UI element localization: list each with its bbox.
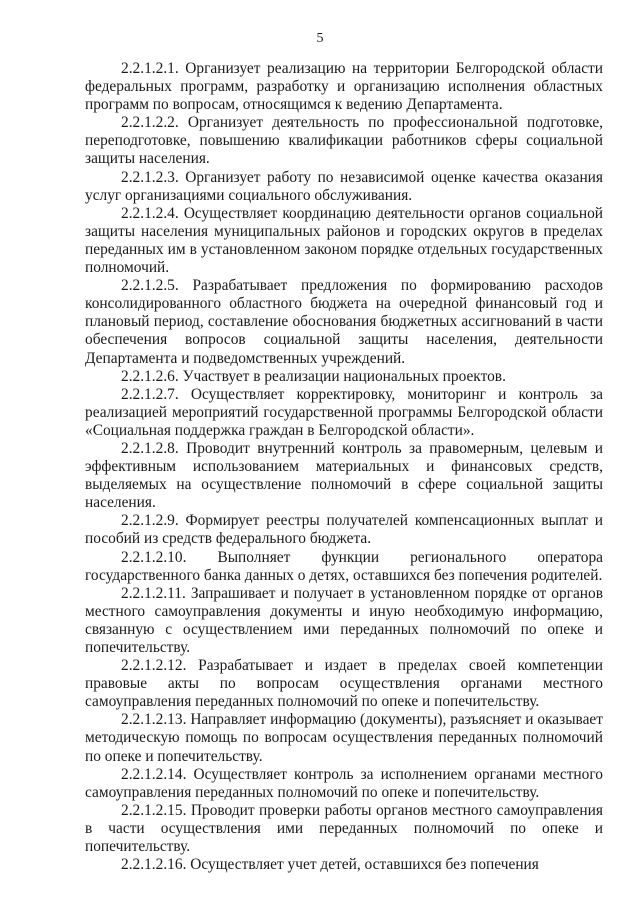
paragraph-2-2-1-2-10: 2.2.1.2.10. Выполняет функции регионального оператора государственного банка данных о детях, оставшихся без попечения родителей. [85, 548, 603, 584]
paragraph-2-2-1-2-15: 2.2.1.2.15. Проводит проверки работы органов местного самоуправления в части осуществления ими переданных полномочий по опеке и попечительству. [85, 801, 603, 856]
page-number: 5 [316, 31, 324, 46]
paragraph-2-2-1-2-2: 2.2.1.2.2. Организует деятельность по профессиональной подготовке, переподготовке, повышению квалификации работников сферы социальной защиты населения. [85, 114, 603, 168]
paragraph-2-2-1-2-9: 2.2.1.2.9. Формирует реестры получателей компенсационных выплат и пособий из средств федерального бюджета. [85, 512, 603, 548]
paragraph-2-2-1-2-8: 2.2.1.2.8. Проводит внутренний контроль за правомерным, целевым и эффективным использованием материальных и финансовых средств, выделяемых на осуществление полномочий в сфере социальной защиты населения. [85, 439, 603, 512]
paragraph-2-2-1-2-7: 2.2.1.2.7. Осуществляет корректировку, мониторинг и контроль за реализацией мероприятий государственной программы Белгородской области «Социальная поддержка граждан в Белгородской области». [85, 385, 603, 439]
paragraph-2-2-1-2-14: 2.2.1.2.14. Осуществляет контроль за исполнением органами местного самоуправления переданных полномочий по опеке и попечительству. [85, 765, 603, 801]
paragraph-2-2-1-2-6: 2.2.1.2.6. Участвует в реализации национальных проектов. [121, 367, 506, 385]
paragraph-2-2-1-2-3: 2.2.1.2.3. Организует работу по независимой оценке качества оказания услуг организациями социального обслуживания. [85, 168, 603, 204]
paragraph-2-2-1-2-13: 2.2.1.2.13. Направляет информацию (документы), разъясняет и оказывает методическую помощь по вопросам осуществления переданных полномочий по опеке и попечительству. [85, 711, 603, 765]
paragraph-2-2-1-2-4: 2.2.1.2.4. Осуществляет координацию деятельности органов социальной защиты населения муниципальных районов и городских округов в пределах переданных им в установленном законом порядке отдельных государственных полномочий. [85, 204, 603, 277]
document-body [85, 60, 603, 874]
paragraph-2-2-1-2-12: 2.2.1.2.12. Разрабатывает и издает в пределах своей компетенции правовые акты по вопросам осуществления органами местного самоуправления переданных полномочий по опеке и попечительству. [85, 657, 603, 711]
paragraph-2-2-1-2-16: 2.2.1.2.16. Осуществляет учет детей, оставшихся без попечения [121, 856, 539, 874]
paragraph-2-2-1-2-11: 2.2.1.2.11. Запрашивает и получает в установленном порядке от органов местного самоуправления документы и иную необходимую информацию, связанную с осуществлением ими переданных полномочий по опеке и попечительству. [85, 584, 603, 656]
paragraph-2-2-1-2-1: 2.2.1.2.1. Организует реализацию на территории Белгородской области федеральных программ, разработку и организацию исполнения областных программ по вопросам, относящимся к ведению Департамента. [85, 60, 603, 114]
paragraph-2-2-1-2-5: 2.2.1.2.5. Разрабатывает предложения по формированию расходов консолидированного областного бюджета на очередной финансовый год и плановый период, составление обоснования бюджетных ассигнований в части обеспечения вопросов социальной защиты населения, деятельности Департамента и подведомственных учреждений. [85, 277, 603, 367]
